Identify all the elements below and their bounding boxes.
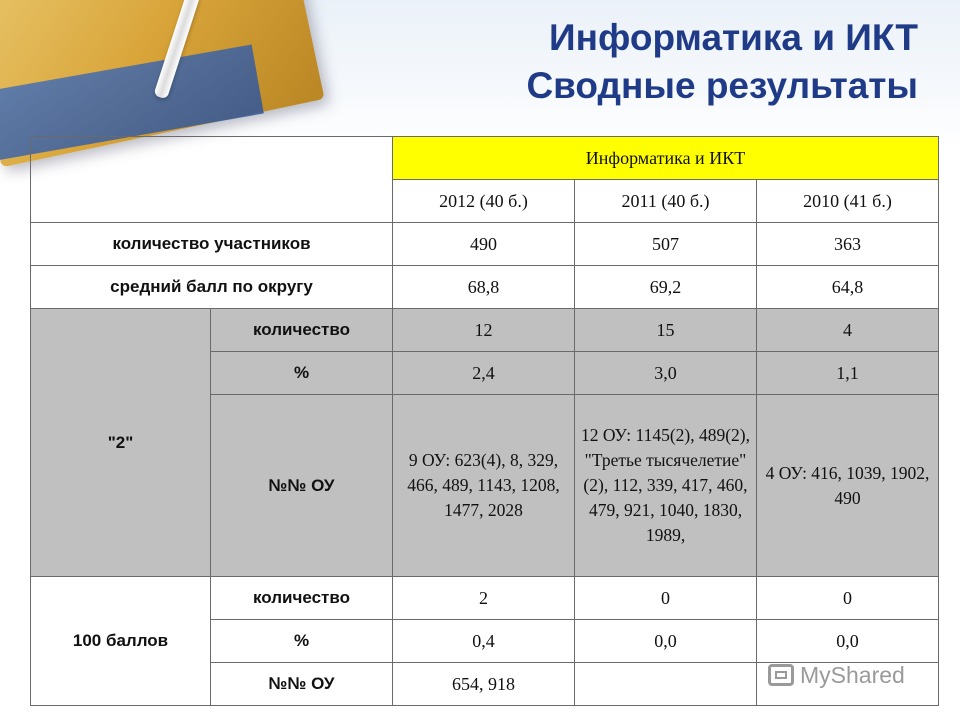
slide-title — [526, 14, 918, 110]
title-line-2: Сводные результаты — [526, 65, 918, 106]
table-cell: 12 — [393, 309, 575, 352]
subject-header: Информатика и ИКТ — [393, 137, 939, 180]
table-cell: 3,0 — [575, 352, 757, 395]
table-row — [31, 137, 939, 180]
table-cell: 507 — [575, 223, 757, 266]
table-cell: 9 ОУ: 623(4), 8, 329, 466, 489, 1143, 1208, 1477, 2028 — [393, 395, 575, 577]
table-cell: 0 — [757, 577, 939, 620]
table-cell: 0,4 — [393, 620, 575, 663]
row-label: % — [211, 620, 393, 663]
row-label: №№ ОУ — [211, 663, 393, 706]
table-cell: 12 ОУ: 1145(2), 489(2), "Третье тысячелетие"(2), 112, 339, 417, 460, 479, 921, 1040, 1830, 1989, — [575, 395, 757, 577]
table-row — [31, 309, 939, 352]
table-cell: 363 — [757, 223, 939, 266]
table-row — [31, 266, 939, 309]
watermark — [768, 658, 938, 692]
results-table — [30, 136, 939, 706]
year-header: 2011 (40 б.) — [575, 180, 757, 223]
row-label: количество — [211, 309, 393, 352]
table-cell: 0,0 — [757, 620, 939, 663]
year-header: 2012 (40 б.) — [393, 180, 575, 223]
table-cell: 654, 918 — [393, 663, 575, 706]
title-line-1: Информатика и ИКТ — [549, 17, 918, 58]
table-cell: 1,1 — [757, 352, 939, 395]
table-cell: 4 — [757, 309, 939, 352]
header-corner-cell — [31, 137, 393, 223]
table-cell: 69,2 — [575, 266, 757, 309]
group-label: 100 баллов — [31, 577, 211, 706]
row-label: количество — [211, 577, 393, 620]
table-cell: 68,8 — [393, 266, 575, 309]
table-cell: 0 — [575, 577, 757, 620]
year-header: 2010 (41 б.) — [757, 180, 939, 223]
table-row — [31, 223, 939, 266]
presentation-icon — [768, 664, 794, 686]
table-cell — [575, 663, 757, 706]
table-cell: 15 — [575, 309, 757, 352]
table-cell: 64,8 — [757, 266, 939, 309]
table-cell: 4 ОУ: 416, 1039, 1902, 490 — [757, 395, 939, 577]
row-label: №№ ОУ — [211, 395, 393, 577]
row-label: средний балл по округу — [31, 266, 393, 309]
row-label: % — [211, 352, 393, 395]
table-cell: 490 — [393, 223, 575, 266]
table-cell: 2 — [393, 577, 575, 620]
table-cell: 0,0 — [575, 620, 757, 663]
watermark-text: MyShared — [800, 661, 905, 688]
table-cell: 2,4 — [393, 352, 575, 395]
group-label: "2" — [31, 309, 211, 577]
row-label: количество участников — [31, 223, 393, 266]
table-row — [31, 577, 939, 620]
